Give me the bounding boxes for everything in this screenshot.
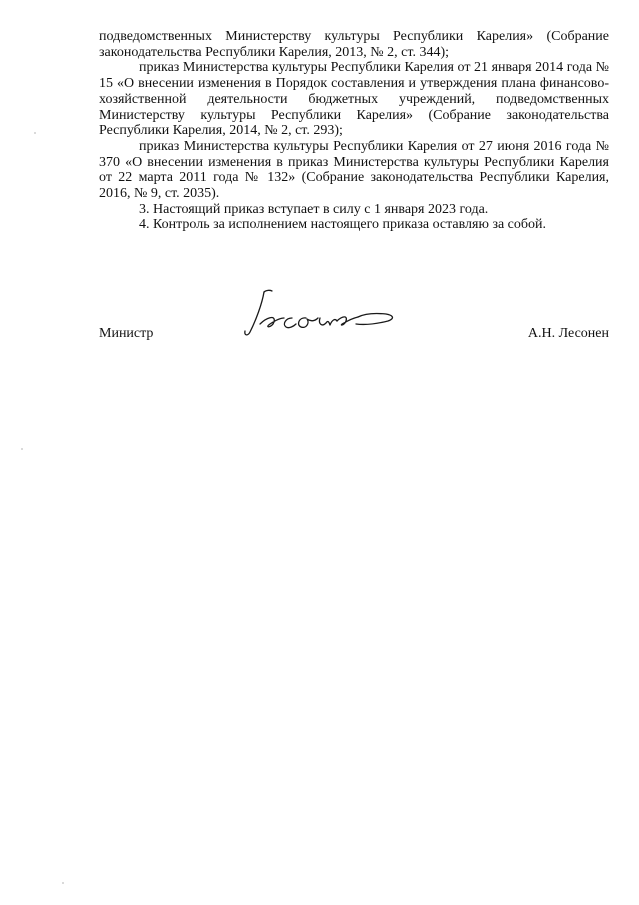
scan-speck [62, 882, 64, 884]
scan-speck [21, 448, 23, 450]
scan-speck [34, 132, 36, 134]
paragraph-item-3: 3. Настоящий приказ вступает в силу с 1 января 2023 года. [139, 201, 489, 217]
paragraph-order-2016: приказ Министерства культуры Республики Карелия от 27 июня 2016 года № 370 «О внесении изменения в приказ Министерства культуры Республики Карелия от 22 марта 2011 года № 132» (Собрание законодательства Республики Карелия, 2016, № 9, ст. 2035). [99, 138, 609, 202]
paragraph-order-2014: приказ Министерства культуры Республики Карелия от 21 января 2014 года № 15 «О внесении изменения в Порядок составления и утверждения плана финансово-хозяйственной деятельности бюджетных учреждений, подведомственных Министерству культуры Республики Карелия» (Собрание законодательства Республики Карелия, 2014, № 2, ст. 293); [99, 60, 609, 139]
signature-block [99, 326, 609, 346]
signer-position: Министр [99, 326, 154, 341]
paragraph-item-4: 4. Контроль за исполнением настоящего приказа оставляю за собой. [139, 217, 547, 233]
document-body [99, 29, 609, 233]
signer-name: А.Н. Лесонен [527, 326, 609, 341]
paragraph-continuation: подведомственных Министерству культуры Республики Карелия» (Собрание законодательства Республики Карелия, 2013, № 2, ст. 344); [99, 29, 609, 60]
